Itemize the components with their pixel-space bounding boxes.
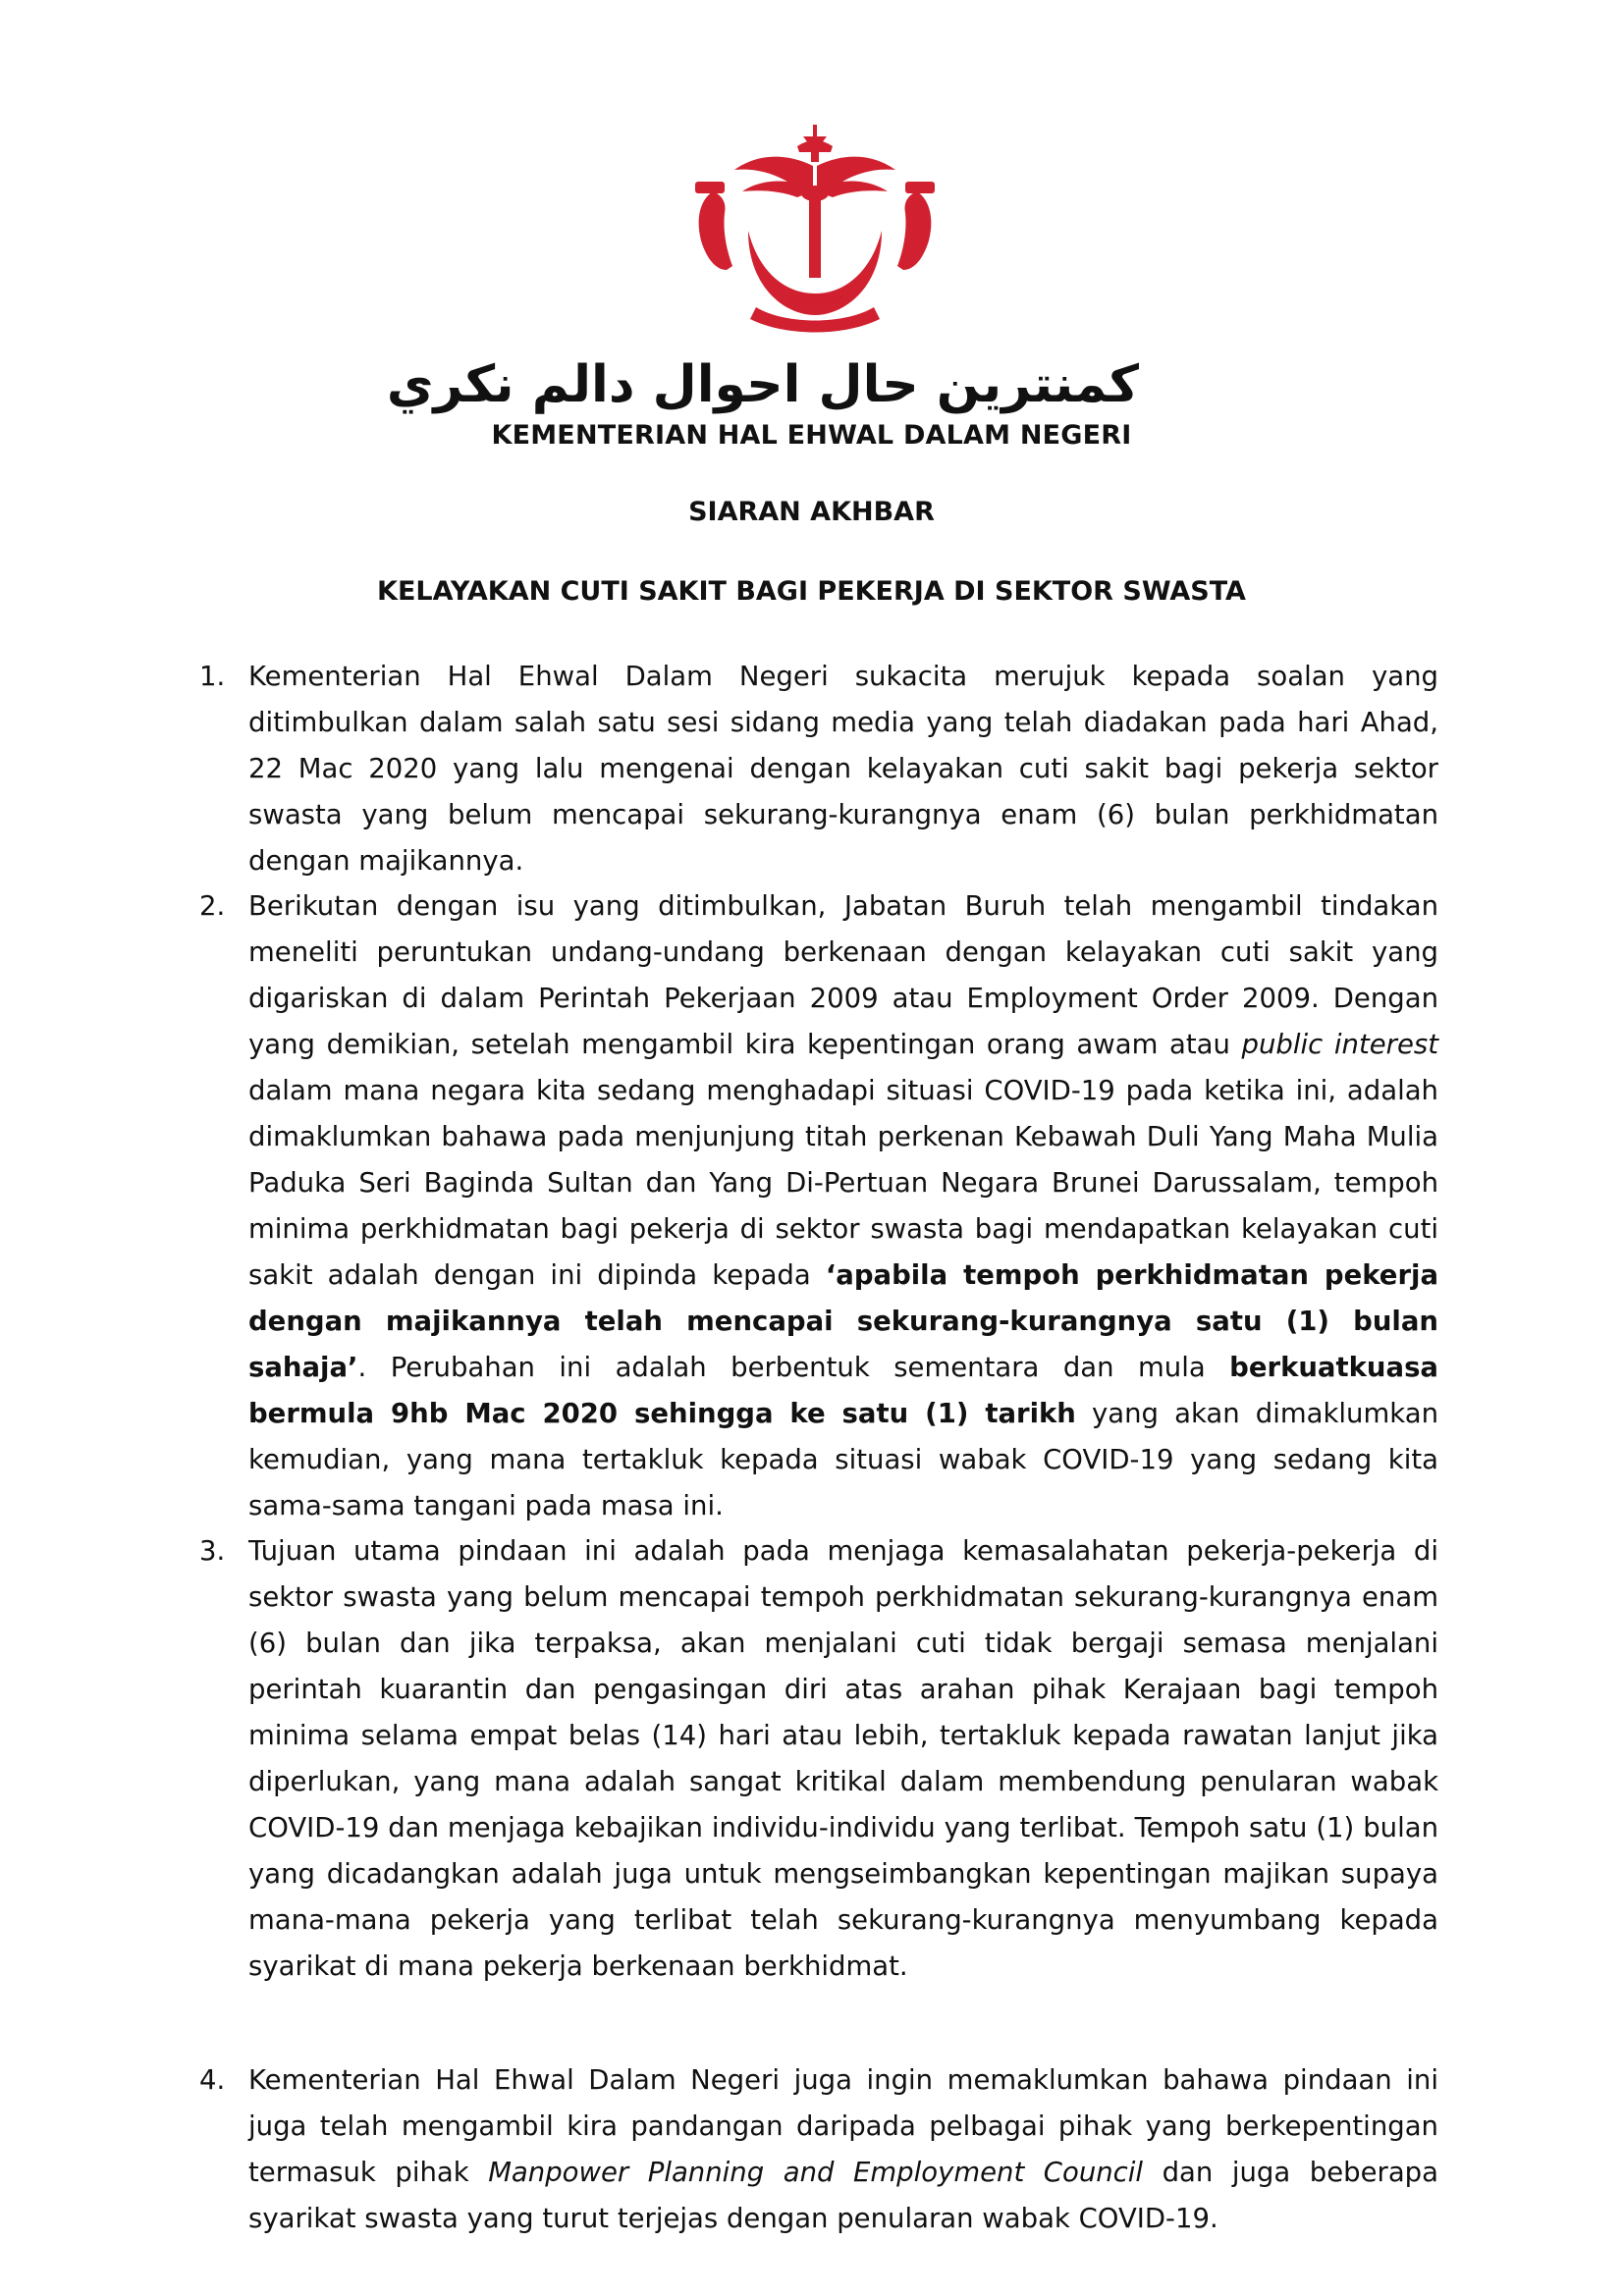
paragraph-number: 1. bbox=[199, 661, 226, 692]
italic-term: public interest bbox=[1241, 1029, 1438, 1060]
paragraph-text: dalam mana negara kita sedang menghadapi situasi COVID-19 pada ketika ini, adalah dimaklumkan bahawa pada menjunjung titah perkenan Kebawah Duli Yang Maha Mulia Paduka Seri Baginda Sultan dan Yang Di-Pertuan Negara Brunei Darussalam, tempoh minima perkhidmatan bagi pekerja di sektor swasta bagi mendapatkan kelayakan cuti sakit adalah dengan ini dipinda kepada bbox=[248, 1075, 1438, 1291]
paragraph-text: Kementerian Hal Ehwal Dalam Negeri sukacita merujuk kepada soalan yang ditimbulkan dalam salah satu sesi sidang media yang telah diadakan pada hari Ahad, 22 Mac 2020 yang lalu mengenai dengan kelayakan cuti sakit bagi pekerja sektor swasta yang belum mencapai sekurang-kurangnya enam (6) bulan perkhidmatan dengan majikannya. bbox=[248, 661, 1438, 877]
paragraph-1 bbox=[199, 654, 1438, 884]
paragraph-text: dan juga beberapa syarikat swasta yang turut terjejas dengan penularan wabak COVID-19. bbox=[248, 2157, 1438, 2234]
paragraph-3 bbox=[199, 1528, 1438, 1990]
paragraph-text: Kementerian Hal Ehwal Dalam Negeri juga ingin memaklumkan bahawa pindaan ini juga telah mengambil kira pandangan daripada pelbagai pihak yang berkepentingan termasuk pihak bbox=[248, 2064, 1438, 2188]
bold-amendment: ‘apabila tempoh perkhidmatan pekerja dengan majikannya telah mencapai sekurang-kurangnya satu (1) bulan sahaja’ bbox=[248, 1259, 1439, 1383]
paragraph-text: . Perubahan ini adalah berbentuk sementara dan mula bbox=[357, 1352, 1230, 1383]
paragraph-number: 2. bbox=[199, 890, 226, 922]
brunei-crest-icon bbox=[687, 123, 943, 344]
italic-term: Manpower Planning and Employment Council bbox=[488, 2157, 1144, 2188]
bold-effective-date: berkuatkuasa bermula 9hb Mac 2020 sehingga ke satu (1) tarikh bbox=[248, 1352, 1438, 1429]
document-title: KELAYAKAN CUTI SAKIT BAGI PEKERJA DI SEKTOR SWASTA bbox=[377, 576, 1246, 607]
paragraph-number: 4. bbox=[199, 2064, 226, 2096]
paragraph-text: Berikutan dengan isu yang ditimbulkan, Jabatan Buruh telah mengambil tindakan meneliti peruntukan undang-undang berkenaan dengan kelayakan cuti sakit yang digariskan di dalam Perintah Pekerjaan 2009 atau Employment Order 2009. Dengan yang demikian, setelah mengambil kira kepentingan orang awam atau bbox=[248, 890, 1438, 1060]
jawi-ministry-title: كمنترين حال احوال دالم نكري bbox=[386, 355, 1139, 414]
paragraph-2 bbox=[199, 883, 1439, 1529]
ministry-name: KEMENTERIAN HAL EHWAL DALAM NEGERI bbox=[491, 420, 1132, 451]
release-type: SIARAN AKHBAR bbox=[688, 497, 935, 527]
paragraph-4 bbox=[199, 2057, 1438, 2242]
paragraph-number: 3. bbox=[199, 1535, 226, 1567]
paragraph-text: yang akan dimaklumkan kemudian, yang mana tertakluk kepada situasi wabak COVID-19 yang sedang kita sama-sama tangani pada masa ini. bbox=[248, 1398, 1438, 1522]
paragraph-text: Tujuan utama pindaan ini adalah pada menjaga kemasalahatan pekerja-pekerja di sektor swasta yang belum mencapai tempoh perkhidmatan sekurang-kurangnya enam (6) bulan dan jika terpaksa, akan menjalani cuti tidak bergaji semasa menjalani perintah kuarantin dan pengasingan diri atas arahan pihak Kerajaan bagi tempoh minima selama empat belas (14) hari atau lebih, tertakluk kepada rawatan lanjut jika diperlukan, yang mana adalah sangat kritikal dalam membendung penularan wabak COVID-19 dan menjaga kebajikan individu-individu yang terlibat. Tempoh satu (1) bulan yang dicadangkan adalah juga untuk mengseimbangkan kepentingan majikan supaya mana-mana pekerja yang terlibat telah sekurang-kurangnya menyumbang kepada syarikat di mana pekerja berkenaan berkhidmat. bbox=[248, 1535, 1438, 1982]
